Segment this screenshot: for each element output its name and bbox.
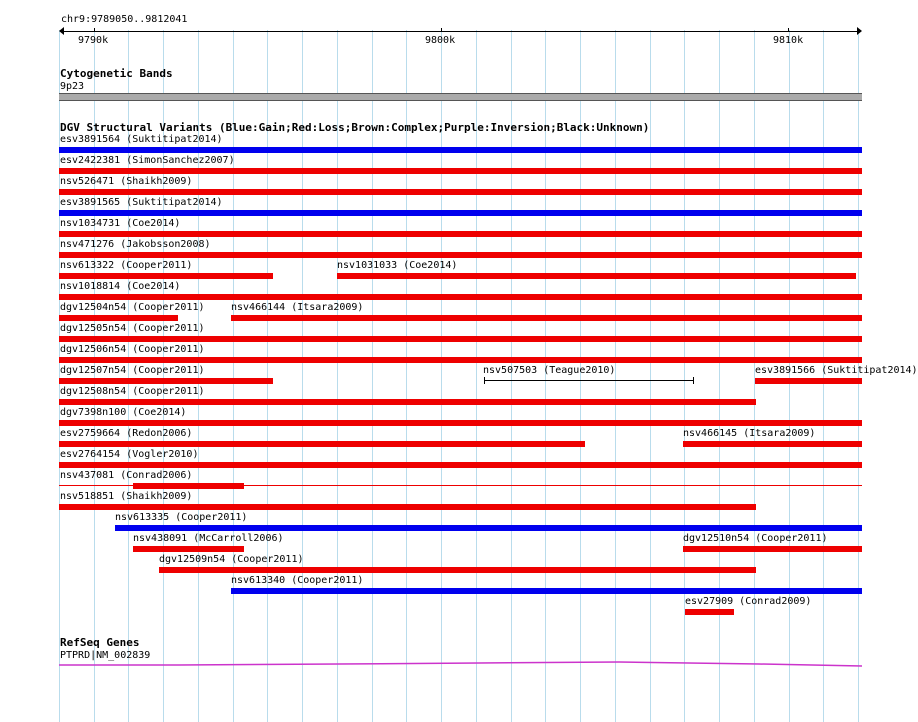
- feature-label: dgv12504n54 (Cooper2011): [60, 302, 205, 313]
- loss-variant-bar[interactable]: [59, 168, 862, 174]
- cytoband-bar[interactable]: [59, 93, 862, 101]
- loss-variant-bar[interactable]: [231, 315, 862, 321]
- loss-variant-bar[interactable]: [59, 504, 756, 510]
- unknown-variant-line[interactable]: [484, 380, 694, 381]
- ruler-right-arrow-icon: [857, 27, 862, 35]
- ruler-tick-label: 9810k: [773, 35, 804, 46]
- track-title-refseq: RefSeq Genes: [60, 636, 140, 649]
- gain-variant-bar[interactable]: [59, 210, 862, 216]
- loss-variant-bar[interactable]: [755, 378, 862, 384]
- feature-label: dgv12506n54 (Cooper2011): [60, 344, 205, 355]
- feature-label: esv3891565 (Suktitipat2014): [60, 197, 223, 208]
- loss-variant-bar[interactable]: [59, 294, 862, 300]
- loss-variant-bar[interactable]: [59, 273, 273, 279]
- feature-label: dgv12505n54 (Cooper2011): [60, 323, 205, 334]
- feature-label: nsv1018814 (Coe2014): [60, 281, 181, 292]
- unknown-variant-end: [693, 377, 694, 384]
- feature-label: dgv7398n100 (Coe2014): [60, 407, 187, 418]
- feature-label: dgv12508n54 (Cooper2011): [60, 386, 205, 397]
- feature-label: nsv1031033 (Coe2014): [337, 260, 458, 271]
- loss-variant-bar[interactable]: [683, 546, 862, 552]
- feature-label: nsv613335 (Cooper2011): [115, 512, 248, 523]
- feature-label: esv27909 (Conrad2009): [685, 596, 812, 607]
- gain-variant-bar[interactable]: [59, 147, 862, 153]
- feature-label: esv2422381 (SimonSanchez2007): [60, 155, 235, 166]
- loss-variant-bar[interactable]: [159, 567, 756, 573]
- ruler-tick: [441, 28, 442, 32]
- track-title-dgv: DGV Structural Variants (Blue:Gain;Red:Loss;Brown:Complex;Purple:Inversion;Black:Unknown): [60, 121, 650, 134]
- ruler-tick: [94, 28, 95, 32]
- loss-variant-bar[interactable]: [59, 462, 862, 468]
- feature-label: dgv12507n54 (Cooper2011): [60, 365, 205, 376]
- feature-label: nsv466145 (Itsara2009): [683, 428, 816, 439]
- feature-label: nsv438091 (McCarroll2006): [133, 533, 284, 544]
- feature-label: esv2764154 (Vogler2010): [60, 449, 199, 460]
- gene-intron-line: [59, 662, 862, 666]
- ruler-left-arrow-icon: [59, 27, 64, 35]
- ruler-tick-label: 9800k: [425, 35, 456, 46]
- loss-variant-bar[interactable]: [59, 231, 862, 237]
- loss-variant-bar[interactable]: [59, 357, 862, 363]
- loss-variant-bar[interactable]: [133, 546, 244, 552]
- loss-variant-bar[interactable]: [133, 483, 244, 489]
- feature-label: dgv12510n54 (Cooper2011): [683, 533, 828, 544]
- gene-model[interactable]: [59, 658, 862, 670]
- loss-variant-bar[interactable]: [59, 399, 756, 405]
- gain-variant-bar[interactable]: [115, 525, 862, 531]
- loss-variant-bar[interactable]: [59, 378, 273, 384]
- feature-label: dgv12509n54 (Cooper2011): [159, 554, 304, 565]
- feature-label: nsv1034731 (Coe2014): [60, 218, 181, 229]
- feature-label: esv2759664 (Redon2006): [60, 428, 193, 439]
- feature-label: nsv526471 (Shaikh2009): [60, 176, 193, 187]
- loss-variant-bar[interactable]: [59, 252, 862, 258]
- ruler-tick-label: 9790k: [78, 35, 109, 46]
- feature-label: nsv466144 (Itsara2009): [231, 302, 364, 313]
- grid-line: [719, 30, 720, 722]
- grid-line: [650, 30, 651, 722]
- gain-variant-bar[interactable]: [231, 588, 862, 594]
- loss-variant-bar[interactable]: [59, 441, 585, 447]
- grid-line: [684, 30, 685, 722]
- feature-label: nsv471276 (Jakobsson2008): [60, 239, 211, 250]
- loss-variant-bar[interactable]: [59, 420, 862, 426]
- ruler-tick: [788, 28, 789, 32]
- ruler-line: [61, 31, 860, 32]
- loss-variant-bar[interactable]: [59, 336, 862, 342]
- loss-variant-bar[interactable]: [683, 441, 862, 447]
- loss-variant-bar[interactable]: [337, 273, 856, 279]
- feature-label: esv3891564 (Suktitipat2014): [60, 134, 223, 145]
- locus-label: chr9:9789050..9812041: [61, 14, 188, 25]
- feature-label: nsv518851 (Shaikh2009): [60, 491, 193, 502]
- loss-variant-bar[interactable]: [59, 315, 178, 321]
- feature-label: nsv613340 (Cooper2011): [231, 575, 364, 586]
- feature-label: nsv507503 (Teague2010): [483, 365, 616, 376]
- feature-label: esv3891566 (Suktitipat2014): [755, 365, 918, 376]
- feature-label: nsv437081 (Conrad2006): [60, 470, 193, 481]
- cytoband-label: 9p23: [60, 81, 85, 92]
- track-title-cytoband: Cytogenetic Bands: [60, 67, 173, 80]
- loss-variant-bar[interactable]: [685, 609, 734, 615]
- unknown-variant-end: [484, 377, 485, 384]
- loss-variant-bar[interactable]: [59, 189, 862, 195]
- feature-label: nsv613322 (Cooper2011): [60, 260, 193, 271]
- gene-label: PTPRD|NM_002839: [60, 650, 151, 661]
